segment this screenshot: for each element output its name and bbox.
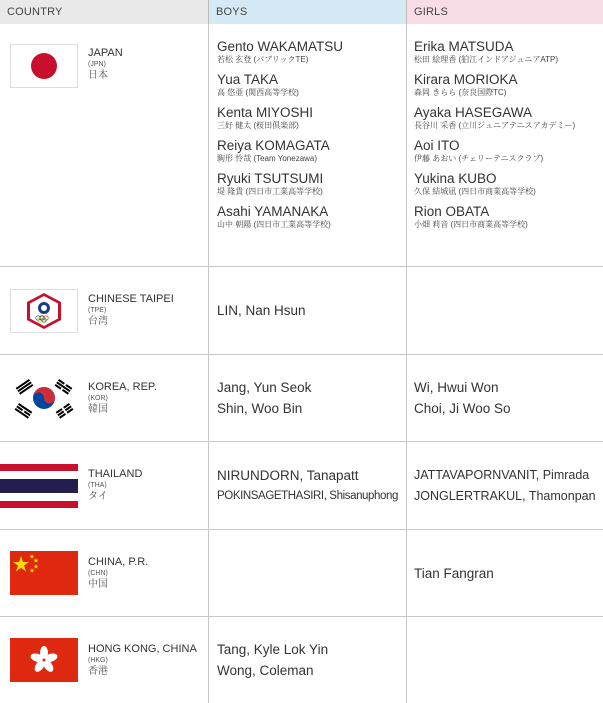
country-name: JAPAN	[88, 47, 123, 59]
thailand-flag-icon	[0, 464, 78, 508]
header-girls: GIRLS	[406, 0, 603, 24]
header-boys: BOYS	[208, 0, 406, 24]
country-cell	[0, 617, 208, 703]
table-row-korea	[0, 355, 603, 442]
player-entry	[217, 38, 406, 65]
country-name: CHINESE TAIPEI	[88, 293, 174, 305]
player-detail: 三好 健太 (桜田倶楽部)	[217, 121, 299, 130]
player-entry	[217, 104, 406, 131]
table-row-china	[0, 530, 603, 617]
country-local-name: 日本	[88, 70, 108, 81]
hong-kong-flag-icon	[10, 638, 78, 682]
player-entry	[414, 104, 603, 131]
country-name: KOREA, REP.	[88, 380, 157, 393]
player-detail: 高 悠亜 (関西高等学校)	[217, 88, 299, 97]
player-name: POKINSAGETHASIRI, Shisanuphong	[217, 489, 399, 502]
player-entry	[217, 71, 406, 98]
country-local-name: 中国	[88, 578, 108, 590]
player-name: Ayaka HASEGAWA	[414, 105, 533, 120]
boys-cell	[208, 267, 406, 354]
player-detail: 山中 朝陽 (四日市工業高等学校)	[217, 220, 331, 229]
china-flag-icon	[10, 551, 78, 595]
country-cell	[0, 530, 208, 616]
player-entry	[217, 137, 406, 164]
player-name: Rion OBATA	[414, 204, 490, 219]
player-entry	[414, 71, 603, 98]
girls-cell	[406, 24, 603, 266]
country-code: (TPE)	[88, 307, 107, 314]
player-name: Shin, Woo Bin	[217, 401, 303, 416]
table-row-hong-kong	[0, 617, 603, 703]
player-name: NIRUNDORN, Tanapatt	[217, 467, 359, 483]
player-entry	[217, 203, 406, 230]
country-local-name: 韓国	[88, 403, 108, 415]
player-name: LIN, Nan Hsun	[217, 303, 306, 318]
country-local-name: タイ	[88, 491, 108, 502]
player-name: Wi, Hwui Won	[414, 380, 499, 395]
player-name: Asahi YAMANAKA	[217, 204, 329, 219]
boys-cell	[208, 617, 406, 703]
girls-cell	[406, 442, 603, 529]
player-detail: 若松 玄登 (パブリックTE)	[217, 55, 309, 64]
player-name: Choi, Ji Woo So	[414, 401, 511, 416]
table-row-japan	[0, 24, 603, 267]
player-detail: 伊藤 あおい (チェリーテニスクラブ)	[414, 154, 544, 163]
player-entry	[414, 203, 603, 230]
chinese-taipei-flag-icon	[10, 289, 78, 333]
player-name: Yukina KUBO	[414, 171, 497, 186]
country-name: CHINA, P.R.	[88, 555, 149, 568]
table-row-thailand	[0, 442, 603, 530]
boys-cell	[208, 24, 406, 266]
country-code: (HKG)	[88, 656, 108, 664]
table-row-chinese-taipei	[0, 267, 603, 355]
player-entry	[414, 170, 603, 197]
player-name: Tang, Kyle Lok Yin	[217, 642, 329, 657]
country-cell	[0, 267, 208, 354]
player-detail: 駒形 怜哉 (Team Yonezawa)	[217, 154, 318, 163]
player-name: Ryuki TSUTSUMI	[217, 171, 324, 186]
girls-cell	[406, 617, 603, 703]
country-cell	[0, 24, 208, 266]
country-name: THAILAND	[88, 468, 143, 480]
country-name: HONG KONG, CHINA	[88, 642, 197, 655]
girls-cell	[406, 530, 603, 616]
country-local-name: 台湾	[88, 316, 108, 327]
player-detail: 長谷川 采香 (立川ジュニアテニスアカデミー)	[414, 121, 576, 130]
boys-cell	[208, 355, 406, 441]
country-code: (KOR)	[88, 394, 108, 402]
girls-cell	[406, 267, 603, 354]
player-entry	[414, 38, 603, 65]
player-entry	[414, 137, 603, 164]
player-name: Tian Fangran	[414, 565, 494, 581]
japan-flag-icon	[10, 44, 78, 88]
player-detail: 堤 隆貴 (四日市工業高等学校)	[217, 187, 323, 196]
country-code: (JPN)	[88, 61, 106, 68]
country-code: (THA)	[88, 482, 107, 489]
player-name: Wong, Coleman	[217, 663, 314, 678]
player-name: Jang, Yun Seok	[217, 380, 312, 395]
player-detail: 森岡 きらら (奈良国際TC)	[414, 88, 507, 97]
korea-flag-icon	[10, 376, 78, 420]
player-name: Kenta MIYOSHI	[217, 105, 314, 120]
country-cell	[0, 355, 208, 441]
country-local-name: 香港	[88, 665, 108, 677]
player-entry	[217, 170, 406, 197]
player-name: Kirara MORIOKA	[414, 72, 518, 87]
player-name: JONGLERTRAKUL, Thamonpan	[414, 488, 596, 503]
country-code: (CHN)	[88, 569, 108, 577]
player-detail: 小畑 莉音 (四日市商業高等学校)	[414, 220, 528, 229]
player-name: Gento WAKAMATSU	[217, 39, 344, 54]
header-country: COUNTRY	[0, 0, 208, 24]
player-name: Erika MATSUDA	[414, 39, 514, 54]
player-name: Aoi ITO	[414, 138, 460, 153]
player-detail: 松田 絵理香 (狛江インドアジュニアATP)	[414, 55, 559, 64]
country-cell	[0, 442, 208, 529]
player-name: JATTAVAPORNVANIT, Pimrada	[414, 467, 590, 482]
boys-cell	[208, 442, 406, 529]
table-header	[0, 0, 603, 24]
player-detail: 久保 結城凪 (四日市商業高等学校)	[414, 187, 536, 196]
boys-cell	[208, 530, 406, 616]
girls-cell	[406, 355, 603, 441]
player-name: Yua TAKA	[217, 72, 279, 87]
player-name: Reiya KOMAGATA	[217, 138, 330, 153]
